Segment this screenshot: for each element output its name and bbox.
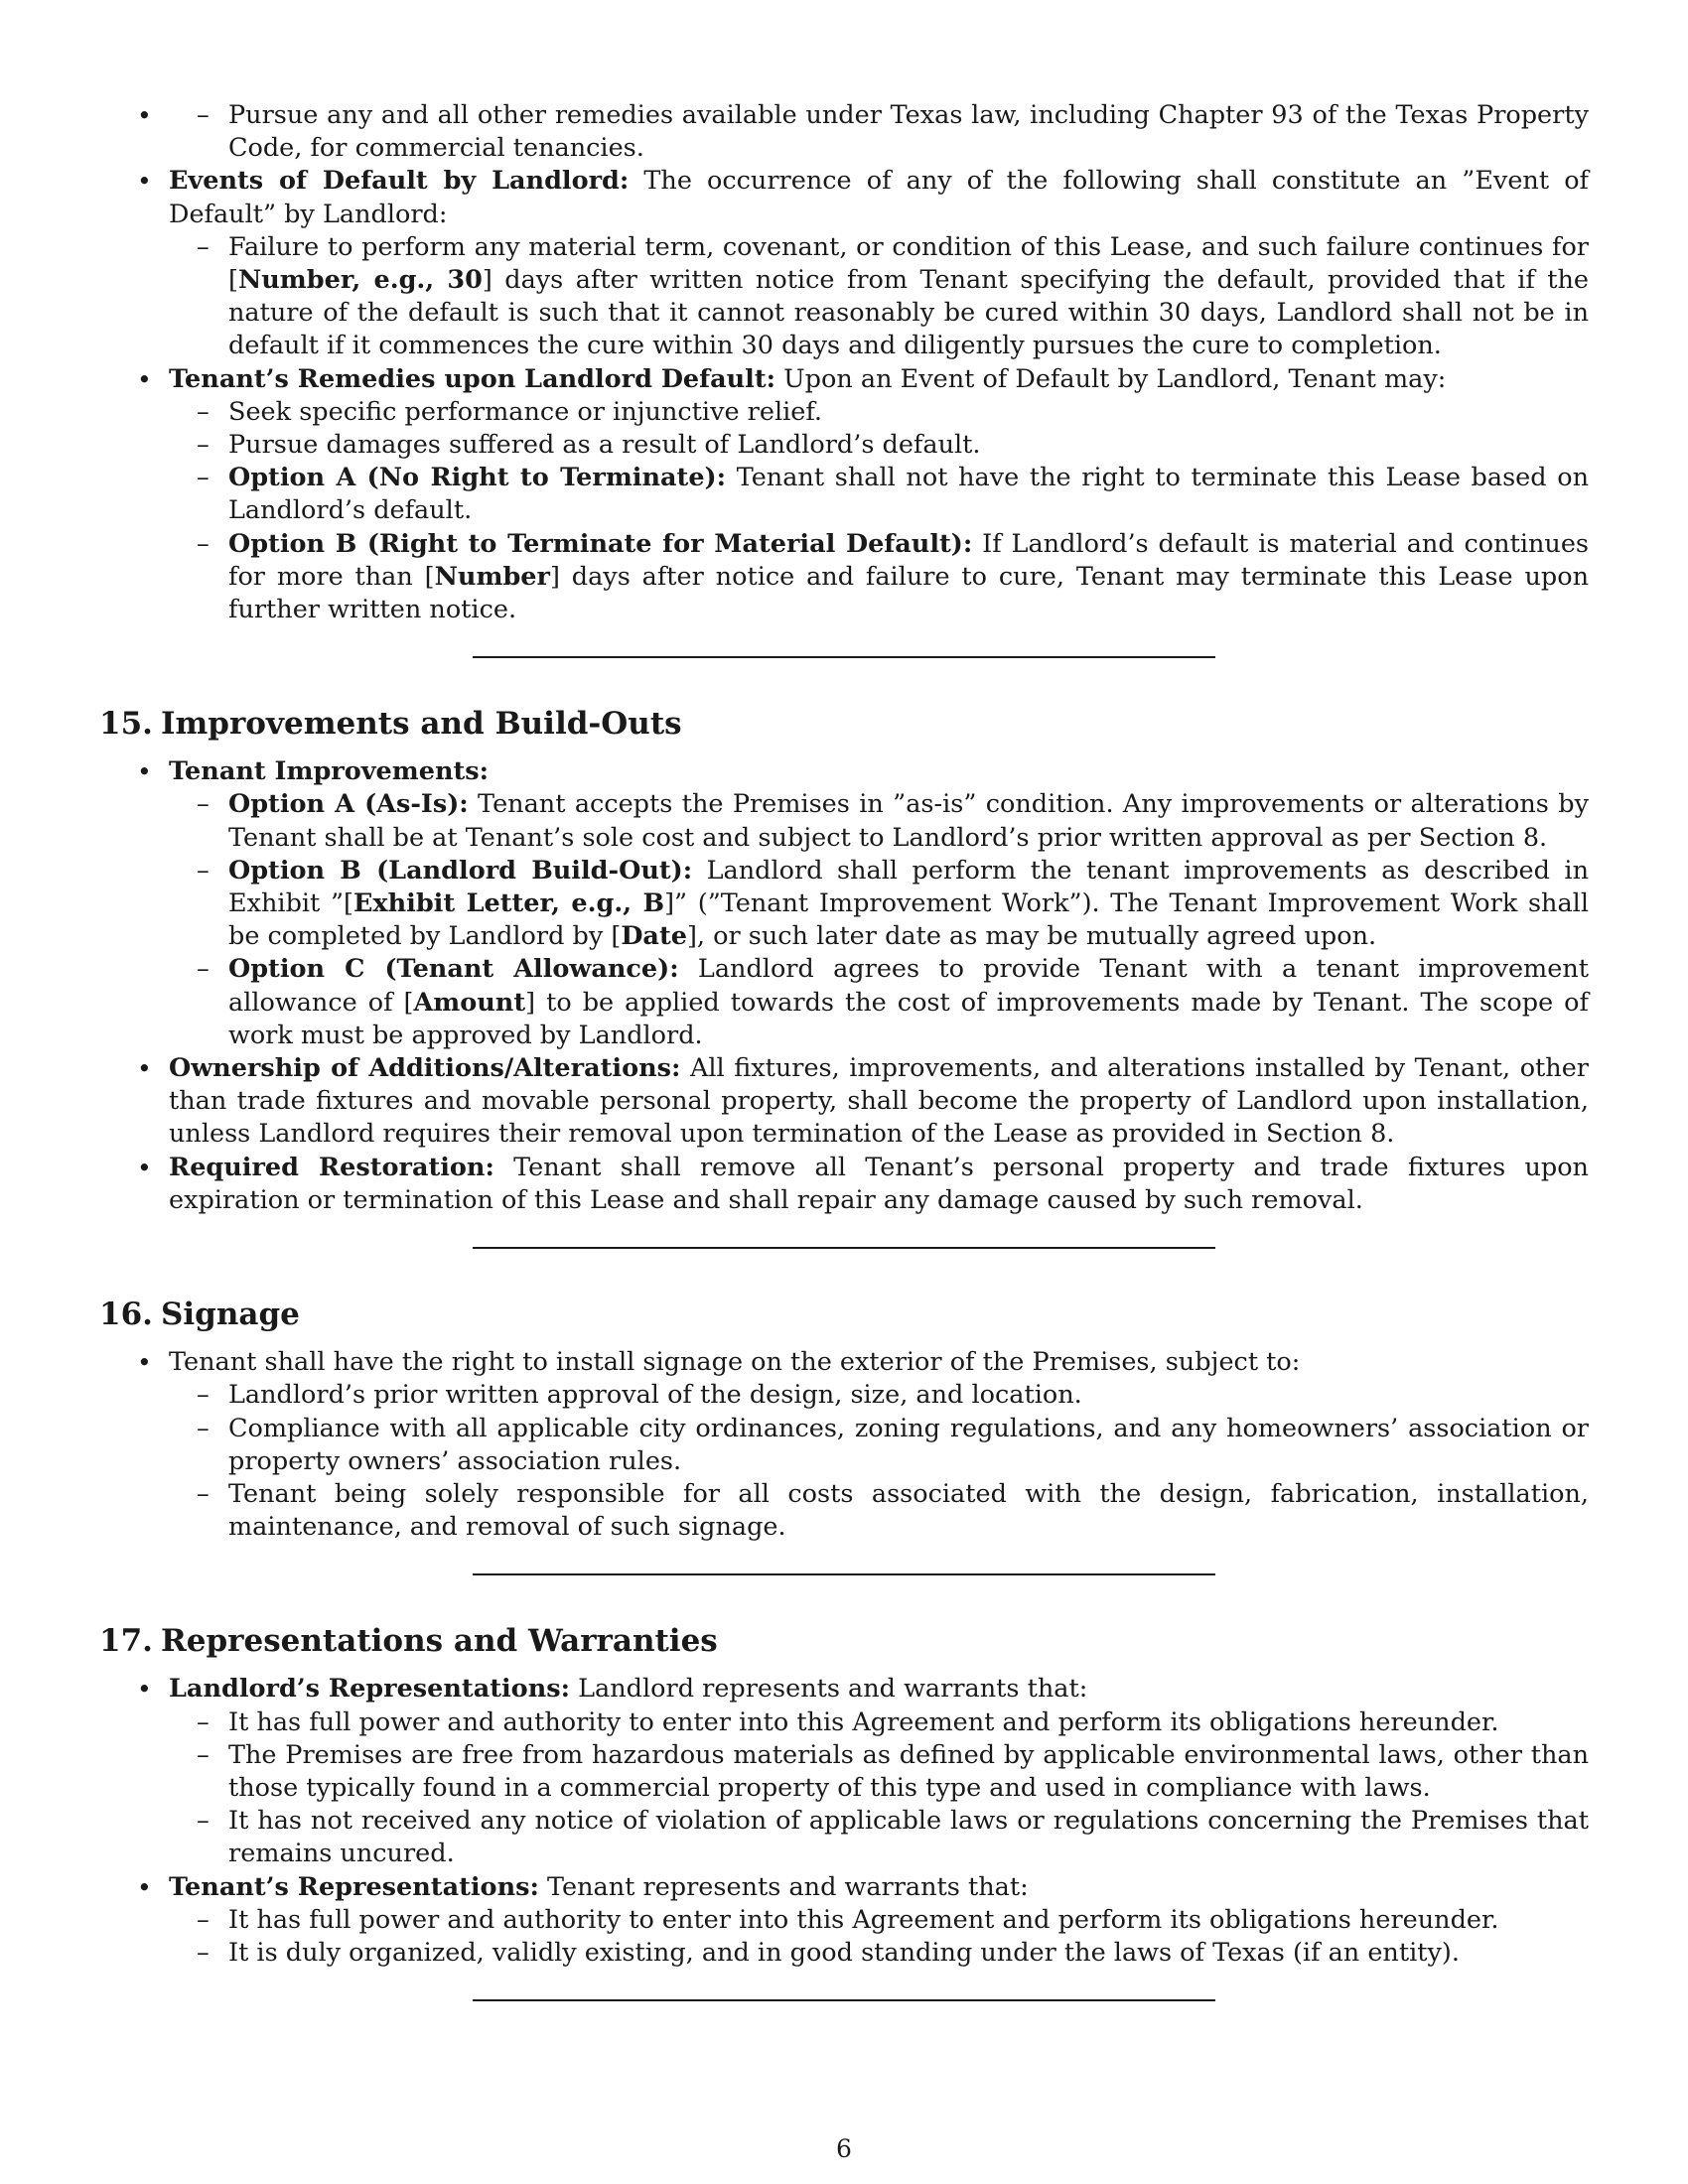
text-segment: If Landlord’s default is material and continues for more than [ [228,528,1589,592]
restoration-item [99,1152,1589,1217]
landlord-representations-item [99,1673,1589,1870]
option-label: Option B (Landlord Build-Out): [228,855,693,886]
item-heading: Ownership of Additions/Alterations: [169,1053,681,1084]
list-item [169,1478,1589,1544]
option-text: Tenant shall not have the right to terminate this Lease based on Landlord’s default. [228,463,1589,526]
landlord-remedies-sublist [169,99,1589,165]
page-number: 6 [836,2134,852,2163]
continued-list [99,99,1589,626]
events-of-default-landlord-item [99,165,1589,362]
list-item [169,1706,1589,1739]
text-segment: Landlord shall perform the tenant improvements as described in Exhibit ”[ [228,855,1590,919]
page-content [99,99,1589,2001]
item-text: Tenant represents and warrants that: [538,1871,1029,1902]
list-item [169,231,1589,363]
section-divider [473,1999,1215,2001]
section-divider [473,1573,1215,1575]
landlord-representations-sublist [169,1706,1589,1871]
text-segment: ], or such later date as may be mutually agreed upon. [686,921,1377,952]
section-number: 15. [99,706,153,743]
text-segment: Failure to perform any material term, covenant, or condition of this Lease, and such failure continues for [ [228,231,1589,296]
option-label: Option C (Tenant Allowance): [228,954,679,985]
placeholder-text: Amount [413,987,526,1018]
section-title: Signage [161,1297,300,1333]
item-heading: Tenant’s Representations: [169,1871,539,1902]
item-text: Upon an Event of Default by Landlord, Tenant may: [775,363,1447,394]
section-16 [99,1295,1589,1544]
list-item [169,99,1589,165]
section-17 [99,1621,1589,1970]
placeholder-text: Exhibit Letter, e.g., B [352,888,665,919]
events-default-sublist [169,231,1589,363]
section-heading [99,1295,1589,1334]
list-item [169,1739,1589,1805]
text-segment: ]” (”Tenant Improvement Work”). The Tenant Improvement Work shall be completed by Landlord by [ [228,888,1589,952]
list-item [169,1379,1589,1412]
option-text: Tenant accepts the Premises in ”as-is” condition. Any improvements or alterations by Tenant shall be at Tenant’s sole cost and subject to Landlord’s prior written approval as per Section 8. [228,789,1589,853]
item-text: Tenant shall have the right to install signage on the exterior of the Premises, subject to: [169,1347,1301,1378]
item-heading: Events of Default by Landlord: [169,166,630,197]
placeholder-text: Number, e.g., 30 [237,265,483,296]
item-text: The occurrence of any of the following shall constitute an ”Event of Default” by Landlord: [169,166,1589,229]
option-label: Option A (No Right to Terminate): [228,463,727,493]
option-label: Option A (As-Is): [228,789,469,820]
continued-item [99,99,1589,165]
list-item-text: It has full power and authority to enter into this Agreement and perform its obligations hereunder. [228,1904,1499,1935]
text-segment: ] days after written notice from Tenant specifying the default, provided that if the nature of the default is such that it cannot reasonably be cured within 30 days, Landlord shall not be in default if it commences the cure within 30 days and diligently pursues the cure to completion. [228,265,1589,361]
signage-sublist [169,1379,1589,1544]
list-item [169,1904,1589,1937]
item-heading: Landlord’s Representations: [169,1674,571,1705]
section-number: 17. [99,1623,153,1660]
tenant-representations-item [99,1871,1589,1971]
tenant-representations-sublist [169,1904,1589,1970]
list-item-text: It is duly organized, validly existing, and in good standing under the laws of Texas (if an entity). [228,1937,1460,1968]
list-item-text: The Premises are free from hazardous materials as defined by applicable environmental laws, other than those typically found in a commercial property of this type and used in compliance with laws. [228,1739,1589,1803]
section-17-list [99,1673,1589,1970]
signage-item [99,1346,1589,1544]
list-item-text: Pursue any and all other remedies available under Texas law, including Chapter 93 of the Texas Property Code, for commercial tenancies. [228,100,1589,164]
section-title: Improvements and Build-Outs [161,706,682,743]
section-15-list [99,755,1589,1217]
item-heading: Required Restoration: [169,1152,494,1182]
section-16-list [99,1346,1589,1544]
item-heading: Tenant Improvements: [169,756,490,787]
tenant-improvements-sublist [169,788,1589,1052]
placeholder-text: Number [434,561,550,592]
tenant-remedies-item [99,363,1589,627]
section-15 [99,704,1589,1217]
tenant-remedies-sublist [169,396,1589,626]
section-number: 16. [99,1297,153,1333]
list-item [169,462,1589,527]
text-segment: ] days after notice and failure to cure, Tenant may terminate this Lease upon further written notice. [228,561,1589,625]
list-item [169,429,1589,462]
list-item [169,528,1589,627]
list-item [169,1805,1589,1870]
ownership-item [99,1052,1589,1152]
list-item-text: Tenant being solely responsible for all costs associated with the design, fabrication, installation, maintenance, and removal of such signage. [228,1478,1589,1543]
item-text: Landlord represents and warrants that: [570,1674,1088,1705]
list-item-text: Pursue damages suffered as a result of Landlord’s default. [228,430,981,461]
item-text: Tenant shall remove all Tenant’s personal property and trade fixtures upon expiration or termination of this Lease and shall repair any damage caused by such removal. [169,1152,1589,1215]
section-heading [99,1621,1589,1661]
section-title: Representations and Warranties [161,1623,718,1660]
item-heading: Tenant’s Remedies upon Landlord Default: [169,363,776,394]
list-item-text: It has full power and authority to enter into this Agreement and perform its obligations hereunder. [228,1706,1499,1737]
item-text: All fixtures, improvements, and alterations installed by Tenant, other than trade fixtures and movable personal property, shall become the property of Landlord upon installation, unless Landlord requires their removal upon termination of the Lease as provided in Section 8. [169,1053,1589,1150]
list-item-text: Compliance with all applicable city ordinances, zoning regulations, and any homeowners’ association or property owners’ association rules. [228,1413,1589,1476]
list-item [169,855,1589,954]
list-item [169,953,1589,1052]
text-segment: Landlord agrees to provide Tenant with a tenant improvement allowance of [ [228,954,1590,1018]
section-divider [473,656,1215,658]
list-item [169,1937,1589,1970]
list-item-text: Landlord’s prior written approval of the design, size, and location. [228,1380,1082,1411]
section-divider [473,1247,1215,1249]
list-item-text: It has not received any notice of violation of applicable laws or regulations concerning the Premises that remains uncured. [228,1806,1589,1869]
option-label: Option B (Right to Terminate for Material Default): [228,528,973,559]
placeholder-text: Date [621,921,687,952]
section-heading [99,704,1589,744]
list-item [169,1413,1589,1478]
list-item [169,396,1589,429]
text-segment: ] to be applied towards the cost of improvements made by Tenant. The scope of work must be approved by Landlord. [228,987,1589,1050]
list-item [169,788,1589,854]
list-item-text: Seek specific performance or injunctive relief. [228,396,822,427]
tenant-improvements-item [99,755,1589,1052]
